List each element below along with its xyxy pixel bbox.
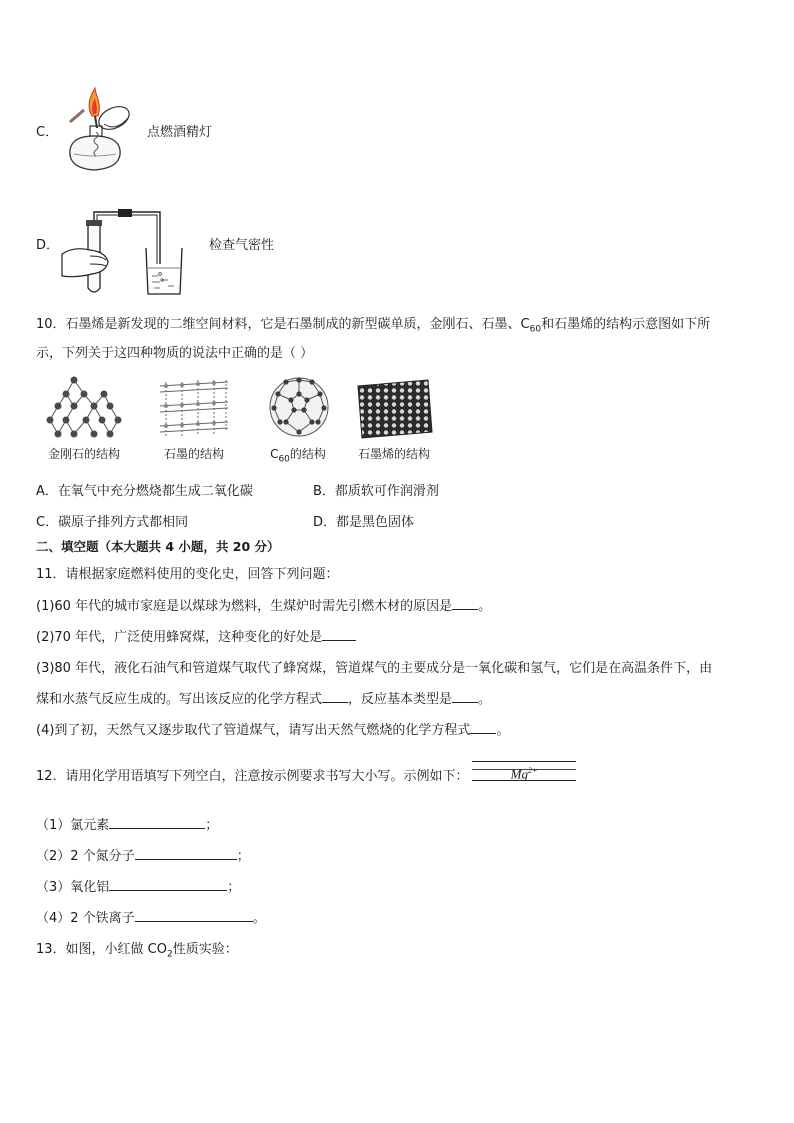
graphene-caption: 石墨烯的结构 — [357, 447, 430, 461]
diamond-caption: 金刚石的结构 — [47, 447, 120, 461]
graphite-structure-image — [156, 376, 232, 440]
section-title: 二、填空题（本大题共 4 小题，共 20 分） — [36, 539, 280, 554]
q11-stem: 11．请根据家庭燃料使用的变化史，回答下列问题： — [36, 567, 339, 582]
answer-blank[interactable] — [452, 688, 478, 703]
answer-blank[interactable] — [322, 626, 356, 641]
c60-structure-image — [266, 374, 332, 440]
option-c-letter: C． — [36, 125, 59, 140]
q11-part1: (1)60 年代的城市家庭是以煤球为燃料，生煤炉时需先引燃木材的原因是 。 — [36, 595, 491, 614]
q12-item-2: （2）2 个氮分子 ； — [36, 845, 250, 864]
answer-blank[interactable] — [135, 907, 253, 922]
answer-blank[interactable] — [109, 814, 205, 829]
q12-item-3: （3）氧化铝 ； — [36, 876, 240, 895]
q10-option-d[interactable]: D．都是黑色固体 — [313, 515, 415, 530]
q12-stem: 12．请用化学用语填写下列空白，注意按示例要求书写大小写。示例如下： — [36, 769, 469, 784]
q10-option-a[interactable]: A．在氧气中充分燃烧都生成二氧化碳 — [36, 484, 253, 499]
q11-part3-line2: 煤和水蒸气反应生成的。写出该反应的化学方程式 ，反应基本类型是 。 — [36, 688, 491, 707]
option-c-text: 点燃酒精灯 — [147, 125, 213, 140]
airtightness-check-illustration — [62, 204, 186, 300]
q10-stem-line1: 10．石墨烯是新发现的二维空间材料，它是石墨制成的新型碳单质，金刚石、石墨、$C_{60}$和石墨烯的结构示意图如下所 — [36, 317, 711, 335]
q11-part2: (2)70 年代，广泛使用蜂窝煤，这种变化的好处是 — [36, 626, 356, 645]
q11-part4: (4)到了初，天然气又逐步取代了管道煤气，请写出天然气燃烧的化学方程式 。 — [36, 719, 509, 738]
q11-part3-line1: (3)80 年代，液化石油气和管道煤气取代了蜂窝煤，管道煤气的主要成分是一氧化碳和氢气，它们是在高温条件下，由 — [36, 661, 713, 676]
answer-blank[interactable] — [109, 876, 227, 891]
answer-blank[interactable] — [135, 845, 237, 860]
q12-item-4: （4）2 个铁离子 。 — [36, 907, 266, 926]
answer-blank[interactable] — [452, 595, 478, 610]
q12-example: $Mg^{2+}$ — [472, 761, 576, 781]
answer-blank[interactable] — [470, 719, 496, 734]
graphene-structure-image — [358, 380, 432, 438]
q10-option-c[interactable]: C．碳原子排列方式都相同 — [36, 515, 189, 530]
alcohol-lamp-illustration — [64, 88, 144, 178]
q10-stem-line2: 示，下列关于这四种物质的说法中正确的是（ ） — [36, 346, 314, 361]
answer-blank[interactable] — [322, 688, 348, 703]
option-d-text: 检查气密性 — [209, 238, 275, 253]
diamond-structure-image — [44, 376, 124, 440]
c60-caption: $C_{60}$的结构 — [270, 447, 326, 465]
option-d-letter: D． — [36, 238, 60, 253]
q10-option-b[interactable]: B．都质软可作润滑剂 — [313, 484, 439, 499]
graphite-caption: 石墨的结构 — [163, 447, 224, 461]
q12-item-1: （1）氯元素 ； — [36, 814, 218, 833]
q13-stem: 13．如图，小红做 $CO_2$性质实验： — [36, 942, 238, 960]
